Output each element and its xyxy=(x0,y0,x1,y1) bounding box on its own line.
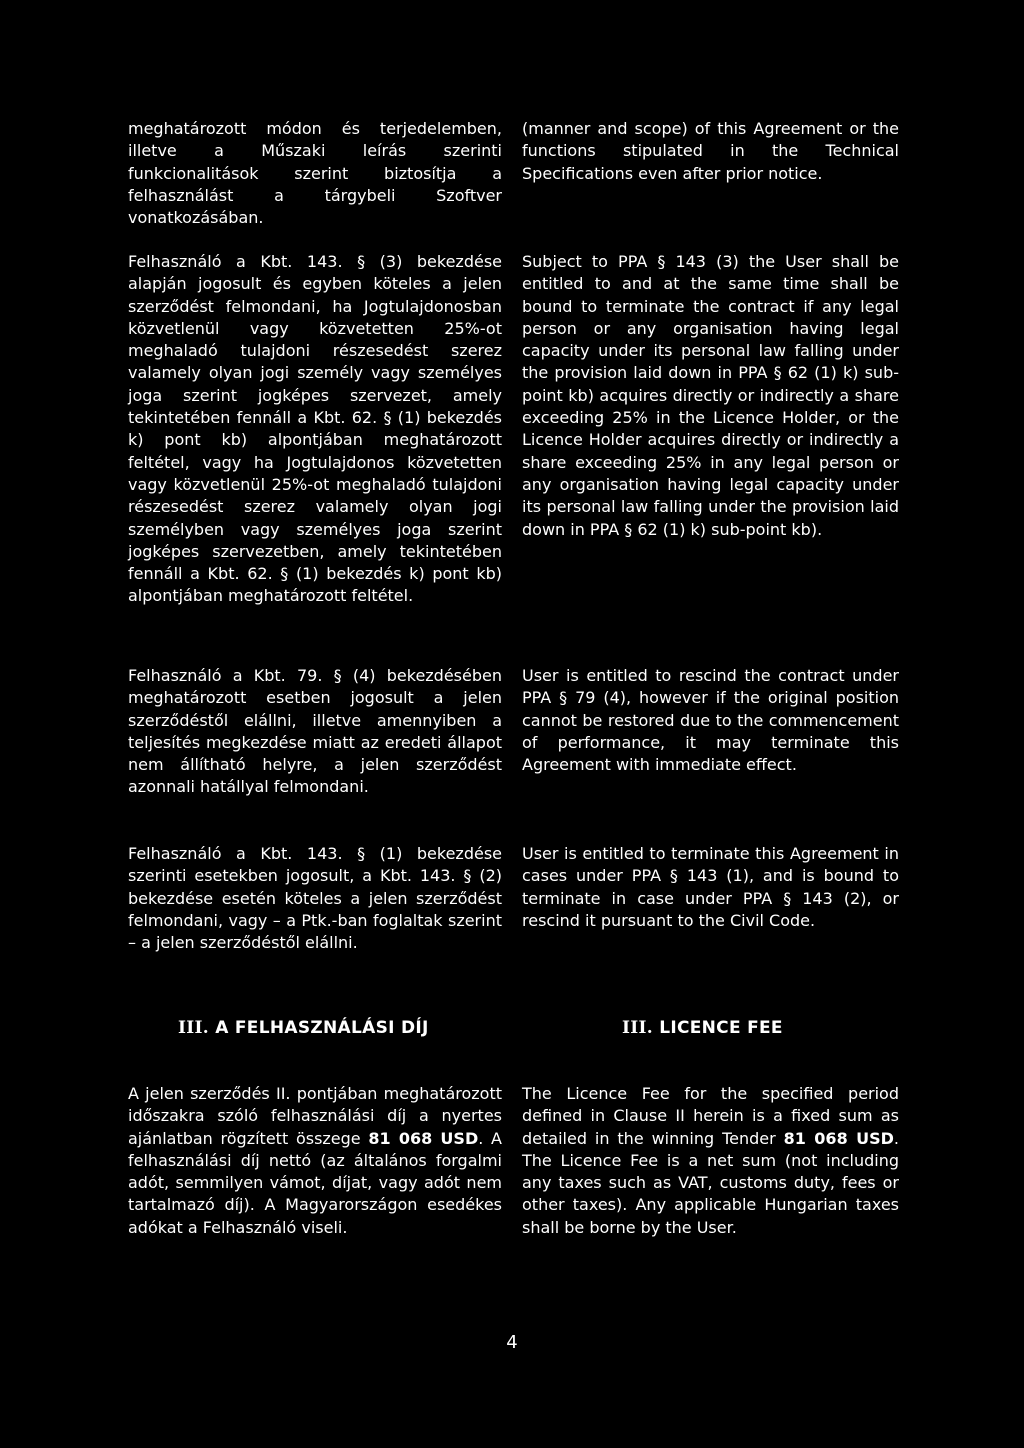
fee-amount-hu: 81 068 USD xyxy=(368,1128,479,1148)
paragraph-en-4: User is entitled to terminate this Agreement in cases under PPA § 143 (1), and is bound to terminate in case under PPA § 143 (2), or rescind it pursuant to the Civil Code. xyxy=(522,844,899,930)
section-number-hu: III. xyxy=(178,1018,209,1038)
fee-paragraph-hu xyxy=(128,1083,502,1239)
paragraph-en-1: (manner and scope) of this Agreement or the functions stipulated in the Technical Specifications even after prior notice. xyxy=(522,119,899,183)
page-number: 4 xyxy=(506,1332,518,1353)
paragraph-en-2: Subject to PPA § 143 (3) the User shall be entitled to and at the same time shall be bound to terminate the contract if any legal person or any organisation having legal capacity under its personal law falling under the provision laid down in PPA § 62 (1) k) sub-point kb) acquires directly or indirectly a share exceeding 25% in the Licence Holder, or the Licence Holder acquires directly or indirectly a share exceeding 25% in any legal person or any organisation having legal capacity under its personal law falling under the provision laid down in PPA § 62 (1) k) sub-point kb). xyxy=(522,252,899,539)
paragraph-hu-3: Felhasználó a Kbt. 79. § (4) bekezdésében meghatározott esetben jogosult a jelen szerződéstől elállni, illetve amennyiben a teljesítés megkezdése miatt az eredeti állapot nem állítható helyre, a jelen szerződést azonnali hatállyal felmondani. xyxy=(128,666,502,797)
fee-text-hu-end: . A felhasználási díj nettó (az általános forgalmi adót, semmilyen vámot, díjat, vagy adót nem tartalmazó díj). A Magyarországon esedékes adókat a Felhasználó viseli. xyxy=(128,1128,502,1237)
fee-amount-en: 81 068 USD xyxy=(783,1128,894,1148)
fee-text-en-end: . The Licence Fee is a net sum (not including any taxes such as VAT, customs duty, fees or other taxes). Any applicable Hungarian taxes shall be borne by the User. xyxy=(522,1128,899,1237)
section-number-en: III. xyxy=(622,1018,653,1038)
paragraph-hu-4: Felhasználó a Kbt. 143. § (1) bekezdése szerinti esetekben jogosult, a Kbt. 143. § (2) bekezdése esetén köteles a jelen szerződést felmondani, vagy – a Ptk.-ban foglaltak szerint – a jelen szerződéstől elállni. xyxy=(128,844,502,953)
paragraph-hu-1: meghatározott módon és terjedelemben, illetve a Műszaki leírás szerinti funkcionalitások szerint biztosítja a felhasználást a tárgybeli Szoftver vonatkozásában. xyxy=(128,119,502,228)
fee-paragraph-en xyxy=(522,1083,899,1239)
paragraph-en-3: User is entitled to rescind the contract under PPA § 79 (4), however if the original position cannot be restored due to the commencement of performance, it may terminate this Agreement with immediate effect. xyxy=(522,666,899,775)
section-title-en: LICENCE FEE xyxy=(659,1018,783,1038)
section-title-hu: A FELHASZNÁLÁSI DÍJ xyxy=(215,1018,429,1038)
section-heading-en xyxy=(622,1017,783,1039)
section-heading-hu xyxy=(178,1017,429,1039)
fee-text-en-start: The Licence Fee for the specified period defined in Clause II herein is a fixed sum as detailed in the winning Tender xyxy=(522,1084,899,1148)
paragraph-hu-2: Felhasználó a Kbt. 143. § (3) bekezdése alapján jogosult és egyben köteles a jelen szerződést felmondani, ha Jogtulajdonosban közvetlenül vagy közvetetten 25%-ot meghaladó tulajdoni részesedést szerez valamely olyan jogi személy vagy személyes joga szerint jogképes szervezet, amely tekintetében fennáll a Kbt. 62. § (1) bekezdés k) pont kb) alpontjában meghatározott feltétel, vagy ha Jogtulajdonos közvetetten vagy közvetlenül 25%-ot meghaladó tulajdoni részesedést szerez valamely olyan jogi személyben vagy személyes joga szerint jogképes szervezetben, amely tekintetében fennáll a Kbt. 62. § (1) bekezdés k) pont kb) alpontjában meghatározott feltétel. xyxy=(128,252,502,606)
fee-text-hu-start: A jelen szerződés II. pontjában meghatározott időszakra szóló felhasználási díj a nyertes ajánlatban rögzített összege xyxy=(128,1084,502,1148)
